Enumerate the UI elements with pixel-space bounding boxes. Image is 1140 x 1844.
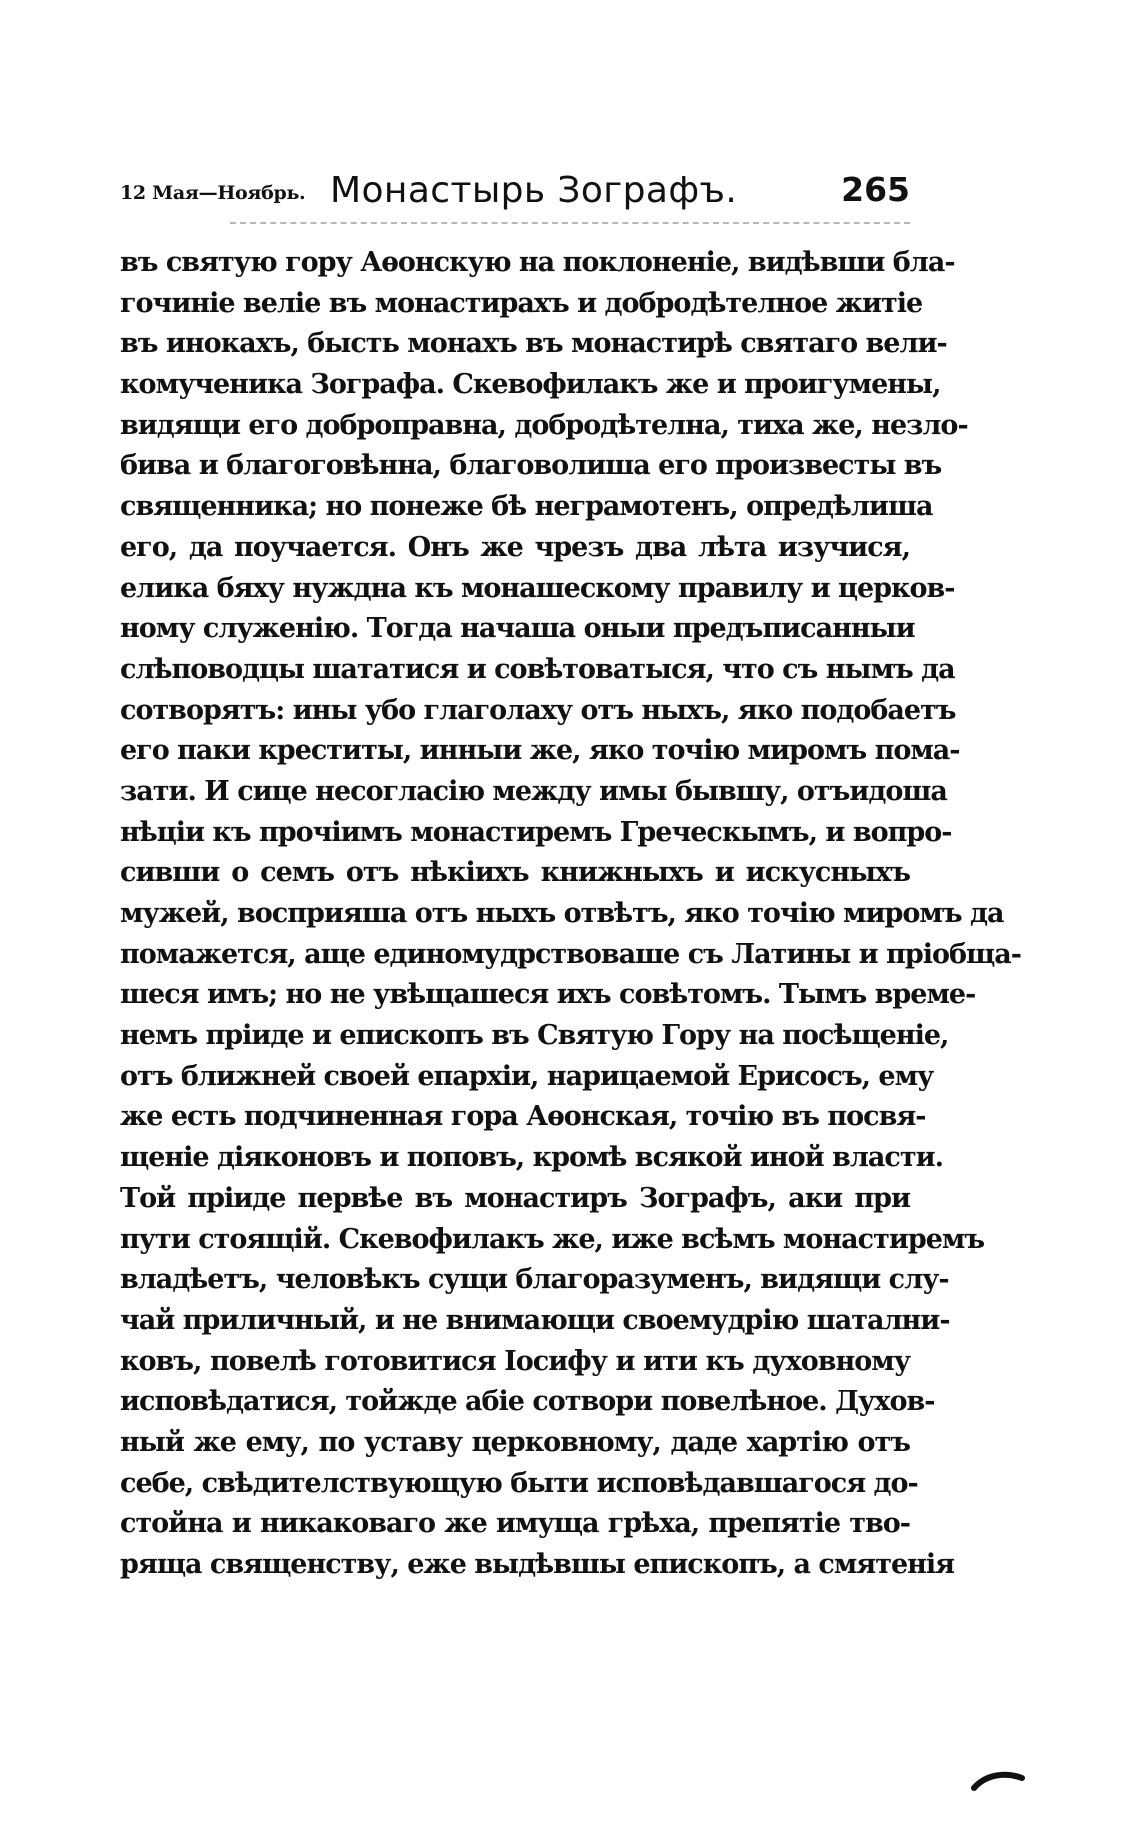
text-line: священника; но понеже бѣ неграмотенъ, опредѣлиша bbox=[120, 491, 933, 523]
text-line: ному служенію. Тогда начаша оныи предъписанныи bbox=[120, 613, 915, 645]
corner-ink-mark bbox=[972, 1770, 1024, 1792]
text-line: сивши о семъ отъ нѣкіихъ книжныхъ и искусныхъ bbox=[120, 857, 910, 889]
page-header bbox=[120, 170, 910, 220]
text-line: его, да поучается. Онъ же чрезъ два лѣта изучися, bbox=[120, 531, 910, 563]
page-number: 265 bbox=[841, 170, 910, 209]
text-line: стойна и никаковаго же имуща грѣха, препятіе тво- bbox=[120, 1508, 910, 1540]
text-line: помажется, аще единомудрствоваше съ Латины и пріобща- bbox=[120, 938, 1021, 970]
text-line: щеніе діяконовъ и поповъ, кромѣ всякой иной власти. bbox=[120, 1142, 943, 1174]
text-line: пути стоящій. Скевофилакъ же, иже всѣмъ монастиремъ bbox=[120, 1223, 985, 1255]
running-head: 12 Мая—Ноябрь. bbox=[120, 182, 306, 204]
text-line: немъ пріиде и епископъ въ Святую Гору на посѣщеніе, bbox=[120, 1020, 949, 1052]
text-line: нѣціи къ прочіимъ монастиремъ Греческымъ, и вопро- bbox=[120, 816, 952, 848]
text-line: чай приличный, и не внимающи своемудрію шатални- bbox=[120, 1304, 950, 1336]
text-line: же есть подчиненная гора Аѳонская, точію въ посвя- bbox=[120, 1101, 926, 1133]
text-line: въ святую гору Аѳонскую на поклоненіе, видѣвши бла- bbox=[120, 247, 955, 278]
text-line: шеся имъ; но не увѣщашеся ихъ совѣтомъ. Тымъ време- bbox=[120, 979, 976, 1011]
text-line: елика бяху нуждна къ монашескому правилу и церков- bbox=[120, 572, 955, 604]
text-line: бива и благоговѣнна, благоволиша его произвесты въ bbox=[120, 450, 942, 482]
text-line: комученика Зографа. Скевофилакъ же и проигумены, bbox=[120, 369, 941, 401]
text-line: исповѣдатися, тойжде абіе сотвори повелѣное. Духов- bbox=[120, 1386, 935, 1418]
text-line: зати. И сице несогласію между имы бывшу, отъидоша bbox=[120, 775, 947, 807]
text-line: Той пріиде первѣе въ монастиръ Зографъ, аки при bbox=[120, 1182, 910, 1214]
page-title: Монастырь Зографъ. bbox=[330, 170, 738, 211]
text-line: его паки креститы, инныи же, яко точію миромъ пома- bbox=[120, 735, 960, 767]
body-text bbox=[120, 243, 1021, 1586]
text-line: слѣповодцы шататися и совѣтоватыся, что съ нымъ да bbox=[120, 653, 955, 685]
text-line: ный же ему, по уставу церковному, даде хартію отъ bbox=[120, 1426, 910, 1458]
text-line: ряща священству, еже выдѣвшы епископъ, а смятенія bbox=[120, 1549, 955, 1580]
text-line: въ инокахъ, бысть монахъ въ монастирѣ святаго вели- bbox=[120, 328, 947, 360]
text-line: владѣетъ, человѣкъ сущи благоразуменъ, видящи слу- bbox=[120, 1264, 949, 1296]
text-line: видящи его доброправна, добродѣтелна, тиха же, незло- bbox=[120, 409, 968, 441]
header-rule bbox=[230, 222, 910, 224]
text-line: ковъ, повелѣ готовитися Іосифу и ити къ духовному bbox=[120, 1345, 910, 1377]
text-line: сотворятъ: ины убо глаголаху отъ ныхъ, яко подобаетъ bbox=[120, 694, 956, 726]
text-line: гочиніе веліе въ монастирахъ и добродѣтелное житіе bbox=[120, 287, 923, 319]
text-line: мужей, восприяша отъ ныхъ отвѣтъ, яко точію миромъ да bbox=[120, 898, 1004, 929]
text-line: себе, свѣдителствующую быти исповѣдавшагося до- bbox=[120, 1467, 918, 1499]
text-line: отъ ближней своей епархіи, нарицаемой Ерисосъ, ему bbox=[120, 1060, 934, 1092]
